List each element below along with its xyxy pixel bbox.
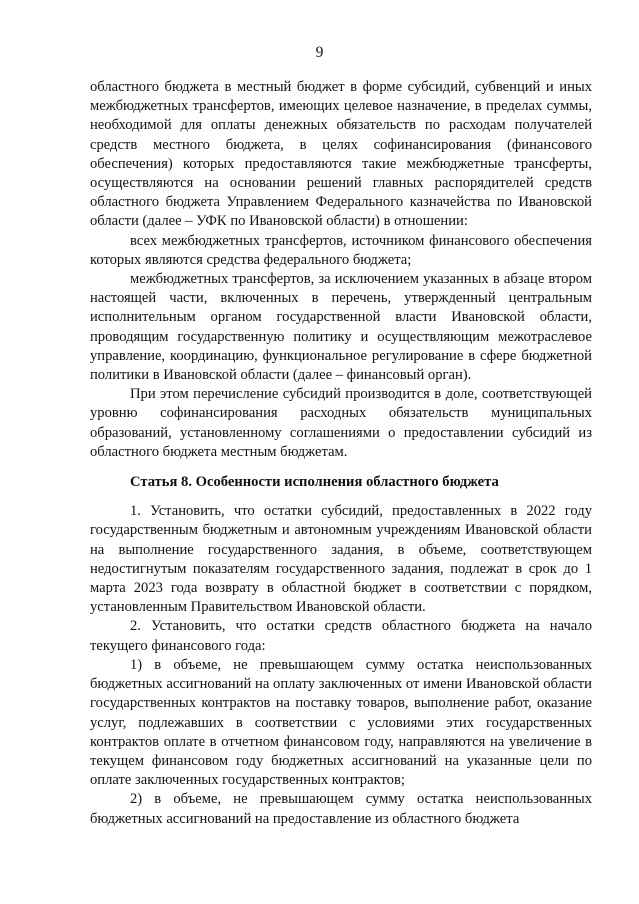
page-number: 9 [315, 44, 324, 61]
article-heading: Статья 8. Особенности исполнения областного бюджета [130, 474, 499, 491]
document-body [90, 78, 592, 829]
paragraph-subsidy-share: При этом перечисление субсидий производится в доле, соответствующей уровню софинансирования расходных обязательств муниципальных образований, установленному соглашениями о предоставлении субсидий из областного бюджета местным бюджетам. [90, 386, 592, 460]
paragraph-continuation: областного бюджета в местный бюджет в форме субсидий, субвенций и иных межбюджетных трансфертов, имеющих целевое назначение, в пределах суммы, необходимой для оплаты денежных обязательств по расходам получателей средств местного бюджета, в целях софинансирования (финансового обеспечения) которых предоставляются такие межбюджетные трансферты, осуществляются на основании решений главных распорядителей средств областного бюджета Управлением Федерального казначейства по Ивановской области (далее – УФК по Ивановской области) в отношении: [90, 79, 592, 230]
paragraph-all-transfers: всех межбюджетных трансфертов, источником финансового обеспечения которых являются средства федерального бюджета; [90, 232, 592, 268]
paragraph-item-1: 1. Установить, что остатки субсидий, предоставленных в 2022 году государственным бюджетным и автономным учреждениям Ивановской области на выполнение государственного задания, в объеме, соответствующем недостигнутым показателям государственного задания, подлежат в срок до 1 марта 2023 года возврату в областной бюджет в соответствии с порядком, установленным Правительством Ивановской области. [90, 503, 592, 616]
paragraph-item-2: 2. Установить, что остатки средств областного бюджета на начало текущего финансового года: [90, 618, 592, 654]
paragraph-subitem-1: 1) в объеме, не превышающем сумму остатка неиспользованных бюджетных ассигнований на оплату заключенных от имени Ивановской области государственных контрактов на поставку товаров, выполнение работ, оказание услуг, подлежавших в соответствии с условиями этих государственных контрактов оплате в отчетном финансовом году, направляются на увеличение в текущем финансовом году бюджетных ассигнований на указанные цели по оплате заключенных государственных контрактов; [90, 656, 592, 789]
paragraph-subitem-2: 2) в объеме, не превышающем сумму остатка неиспользованных бюджетных ассигнований на предоставление из областного бюджета [90, 791, 592, 827]
paragraph-other-transfers: межбюджетных трансфертов, за исключением указанных в абзаце втором настоящей части, включенных в перечень, утвержденный центральным исполнительным органом государственной власти Ивановской области, проводящим государственную политику и осуществляющим межотраслевое управление, координацию, функциональное регулирование в сфере бюджетной политики в Ивановской области (далее – финансовый орган). [90, 271, 592, 384]
